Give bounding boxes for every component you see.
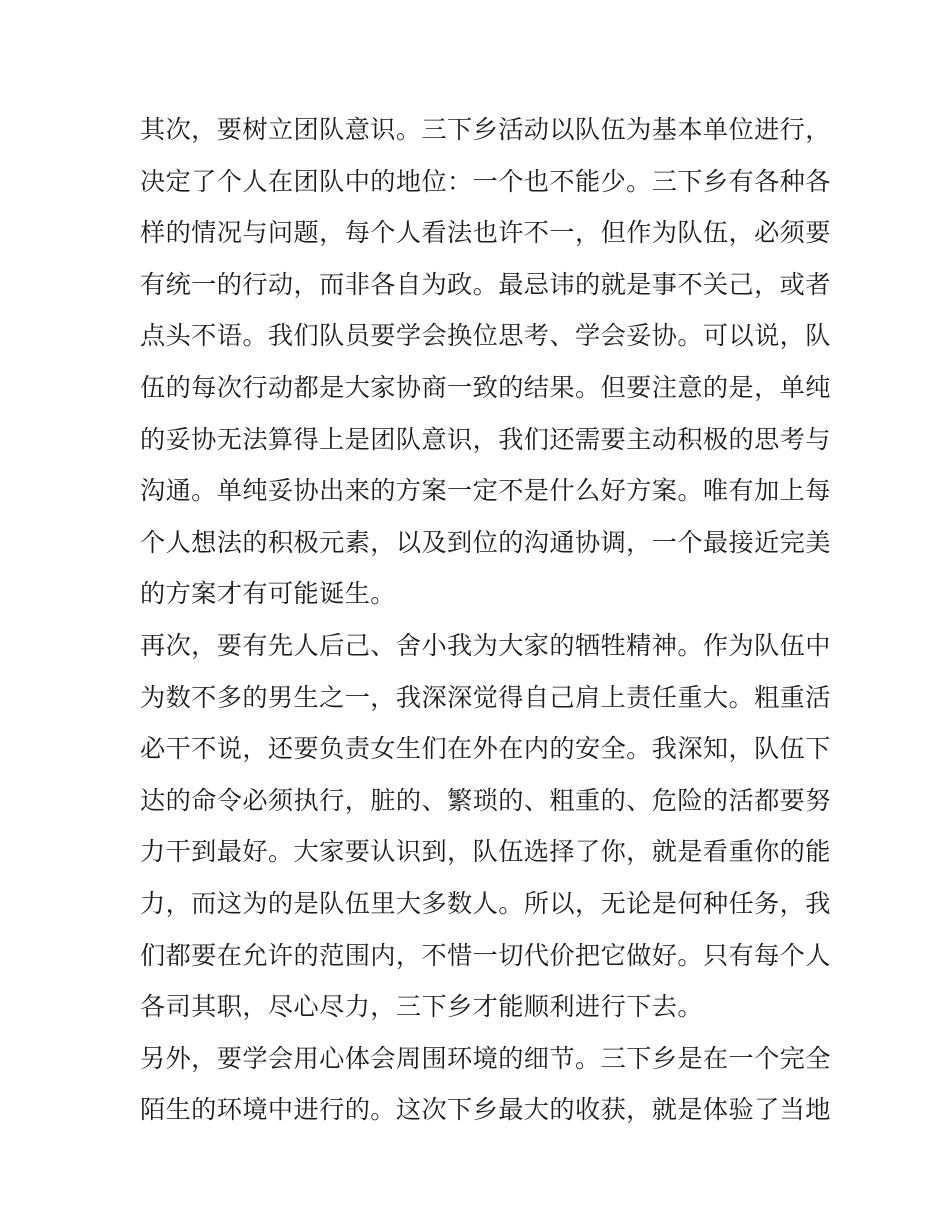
text-line: 其次，要树立团队意识。三下乡活动以队伍为基本单位进行， (140, 115, 831, 144)
text-line: 们都要在允许的范围内，不惜一切代价把它做好。只有每个人 (140, 940, 831, 970)
paragraph-environment-details (140, 1033, 831, 1136)
text-line: 有统一的行动，而非各自为政。最忌讳的就是事不关己，或者 (140, 269, 831, 299)
text-line: 达的命令必须执行，脏的、繁琐的、粗重的、危险的活都要努 (140, 785, 831, 815)
text-line: 的方案才有可能诞生。 (140, 579, 396, 609)
text-line: 点头不语。我们队员要学会换位思考、学会妥协。可以说，队 (140, 321, 831, 351)
paragraph-team-awareness (140, 104, 831, 620)
body-text (140, 104, 831, 1136)
text-line: 再次，要有先人后己、舍小我为大家的牺牲精神。作为队伍中 (140, 630, 831, 660)
text-line: 的妥协无法算得上是团队意识，我们还需要主动积极的思考与 (140, 424, 831, 454)
paragraph-sacrifice-spirit (140, 620, 831, 1033)
text-line: 力干到最好。大家要认识到，队伍选择了你，就是看重你的能 (140, 837, 831, 867)
text-line: 沟通。单纯妥协出来的方案一定不是什么好方案。唯有加上每 (140, 476, 831, 506)
text-line: 为数不多的男生之一，我深深觉得自己肩上责任重大。粗重活 (140, 682, 831, 712)
text-line: 样的情况与问题，每个人看法也许不一，但作为队伍，必须要 (140, 218, 831, 248)
text-line: 各司其职，尽心尽力，三下乡才能顺利进行下去。 (140, 992, 703, 1022)
text-line: 必干不说，还要负责女生们在外在内的安全。我深知，队伍下 (140, 734, 831, 764)
text-line: 个人想法的积极元素，以及到位的沟通协调，一个最接近完美 (140, 527, 831, 557)
text-line: 陌生的环境中进行的。这次下乡最大的收获，就是体验了当地 (140, 1095, 831, 1125)
text-line: 决定了个人在团队中的地位：一个也不能少。三下乡有各种各 (140, 166, 831, 196)
text-line: 力，而这为的是队伍里大多数人。所以，无论是何种任务，我 (140, 888, 831, 918)
text-line: 伍的每次行动都是大家协商一致的结果。但要注意的是，单纯 (140, 372, 831, 402)
text-line: 另外，要学会用心体会周围环境的细节。三下乡是在一个完全 (140, 1043, 831, 1073)
